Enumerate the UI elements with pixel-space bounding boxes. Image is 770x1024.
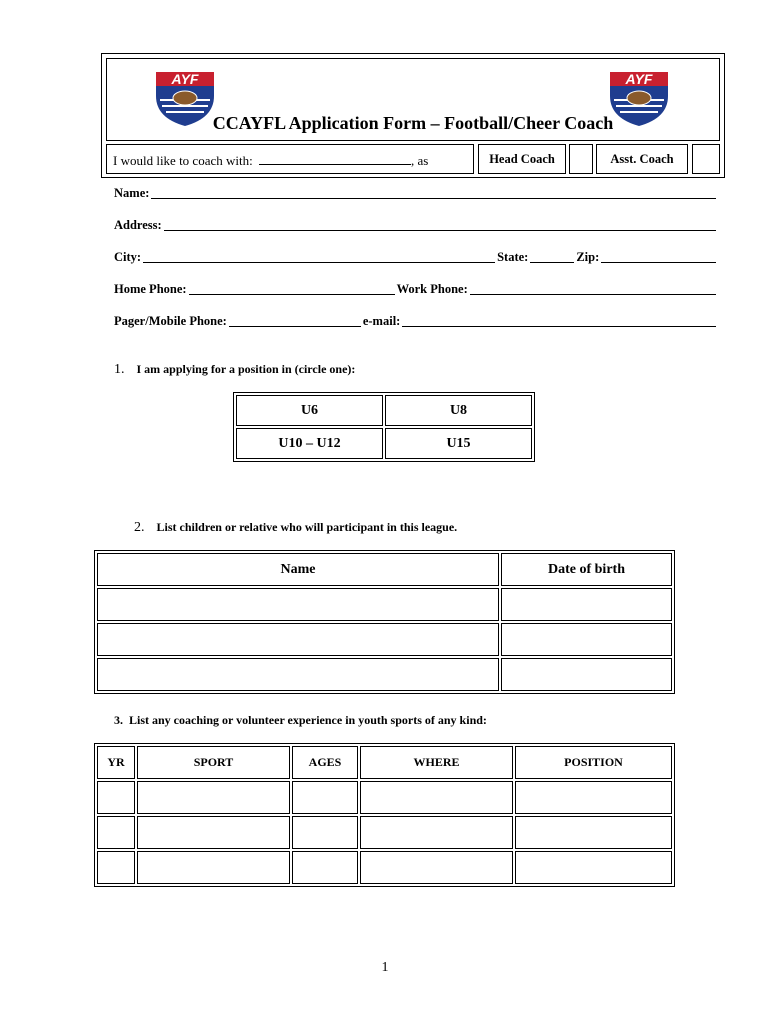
email-field[interactable] xyxy=(402,314,716,327)
age-option-u10-u12[interactable]: U10 – U12 xyxy=(236,428,383,459)
exp-yr-cell[interactable] xyxy=(97,851,135,884)
city-field[interactable] xyxy=(143,250,495,263)
table-row xyxy=(97,658,672,691)
address-field[interactable] xyxy=(164,218,716,231)
table-row xyxy=(97,851,672,884)
work-phone-label: Work Phone xyxy=(396,282,464,296)
exp-sport-cell[interactable] xyxy=(137,851,290,884)
exp-where-header: WHERE xyxy=(360,746,513,779)
age-division-table xyxy=(233,392,535,462)
name-row: Name : xyxy=(114,185,718,201)
home-phone-label: Home Phone xyxy=(114,282,183,296)
coach-with-blank[interactable] xyxy=(259,153,411,165)
exp-where-cell[interactable] xyxy=(360,781,513,814)
children-name-header: Name xyxy=(97,553,499,586)
exp-ages-cell[interactable] xyxy=(292,781,358,814)
zip-label: Zip xyxy=(576,250,596,264)
pager-mobile-label: Pager/Mobile Phone xyxy=(114,314,223,328)
address-row: Address : xyxy=(114,217,718,233)
asst-coach-option[interactable]: Asst. Coach xyxy=(596,144,688,174)
table-row xyxy=(97,623,672,656)
exp-position-cell[interactable] xyxy=(515,816,672,849)
phone-row: Home Phone : Work Phone : xyxy=(114,281,718,297)
email-label: e-mail xyxy=(362,314,397,328)
work-phone-field[interactable] xyxy=(470,282,716,295)
exp-ages-header: AGES xyxy=(292,746,358,779)
exp-position-header: POSITION xyxy=(515,746,672,779)
city-row: City : State : Zip : xyxy=(114,249,718,265)
zip-field[interactable] xyxy=(601,250,716,263)
exp-where-cell[interactable] xyxy=(360,816,513,849)
experience-table xyxy=(94,743,675,887)
question-1 xyxy=(114,360,355,378)
exp-position-cell[interactable] xyxy=(515,781,672,814)
question-1-number: 1. xyxy=(114,362,125,377)
page-number: 1 xyxy=(381,960,389,975)
table-row xyxy=(97,816,672,849)
child-name-cell[interactable] xyxy=(97,623,499,656)
state-field[interactable] xyxy=(530,250,574,263)
exp-position-cell[interactable] xyxy=(515,851,672,884)
question-2-text: List children or relative who will participant in this league. xyxy=(156,520,458,534)
exp-yr-cell[interactable] xyxy=(97,816,135,849)
age-option-u8[interactable]: U8 xyxy=(385,395,532,426)
child-dob-cell[interactable] xyxy=(501,588,672,621)
exp-yr-header: YR xyxy=(97,746,135,779)
child-dob-cell[interactable] xyxy=(501,658,672,691)
name-field[interactable] xyxy=(151,186,716,199)
mobile-row: Pager/Mobile Phone : e-mail : xyxy=(114,313,718,329)
age-option-u15[interactable]: U15 xyxy=(385,428,532,459)
table-row xyxy=(97,588,672,621)
city-label: City xyxy=(114,250,137,264)
question-1-text: I am applying for a position in (circle one): xyxy=(136,362,356,376)
logo-text: AYF xyxy=(625,71,653,87)
child-name-cell[interactable] xyxy=(97,588,499,621)
children-table xyxy=(94,550,675,694)
question-3-text: 3. List any coaching or volunteer experience in youth sports of any kind: xyxy=(114,713,487,727)
children-dob-header: Date of birth xyxy=(501,553,672,586)
address-label: Address xyxy=(114,218,158,232)
coach-with-suffix: , as xyxy=(410,153,429,168)
child-dob-cell[interactable] xyxy=(501,623,672,656)
exp-ages-cell[interactable] xyxy=(292,851,358,884)
child-name-cell[interactable] xyxy=(97,658,499,691)
exp-sport-cell[interactable] xyxy=(137,781,290,814)
home-phone-field[interactable] xyxy=(189,282,395,295)
name-label: Name xyxy=(114,186,146,200)
question-2-number: 2. xyxy=(134,520,145,535)
coach-with-label: I would like to coach with: xyxy=(113,153,253,168)
logo-text: AYF xyxy=(171,71,199,87)
exp-ages-cell[interactable] xyxy=(292,816,358,849)
question-2 xyxy=(134,518,457,536)
form-title: CCAYFL Application Form – Football/Cheer Coach xyxy=(212,113,614,133)
exp-yr-cell[interactable] xyxy=(97,781,135,814)
exp-sport-cell[interactable] xyxy=(137,816,290,849)
exp-sport-header: SPORT xyxy=(137,746,290,779)
pager-mobile-field[interactable] xyxy=(229,314,361,327)
head-coach-checkbox[interactable] xyxy=(569,144,593,174)
state-label: State xyxy=(497,250,525,264)
asst-coach-checkbox[interactable] xyxy=(692,144,720,174)
head-coach-option[interactable]: Head Coach xyxy=(478,144,566,174)
exp-where-cell[interactable] xyxy=(360,851,513,884)
table-row xyxy=(97,781,672,814)
coach-with-field[interactable] xyxy=(106,144,474,174)
age-option-u6[interactable]: U6 xyxy=(236,395,383,426)
